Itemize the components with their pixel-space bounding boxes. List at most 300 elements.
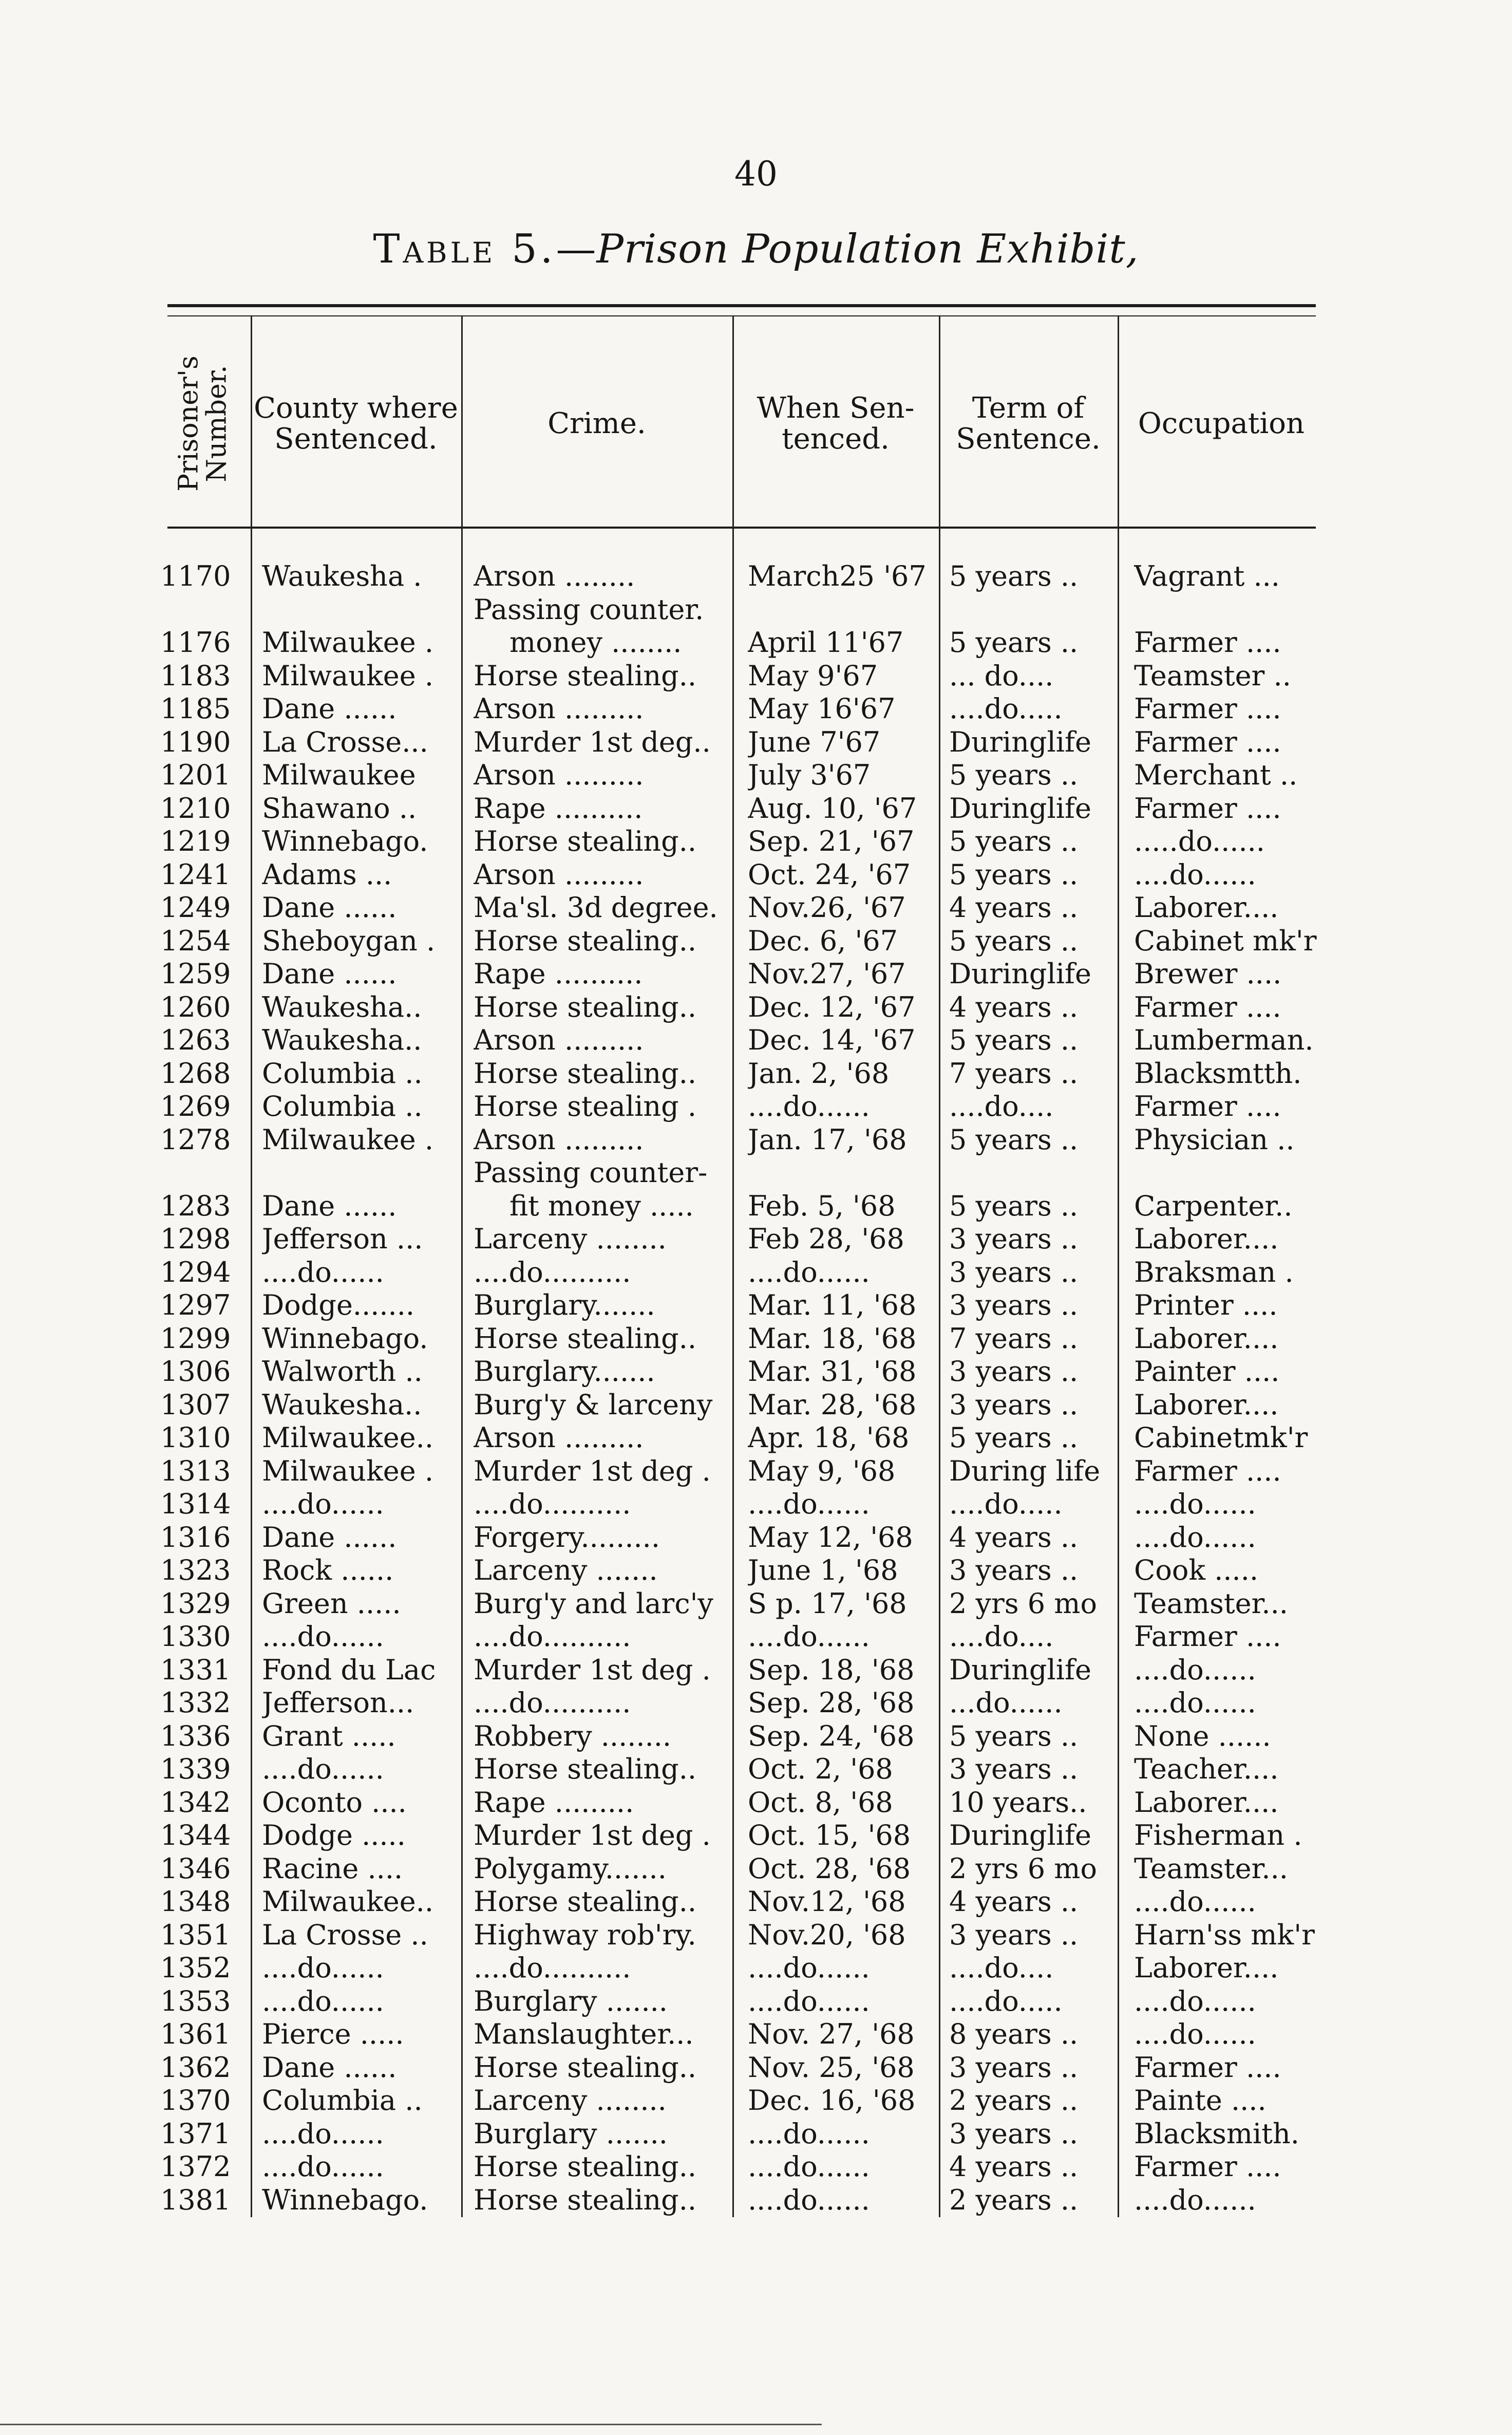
prisoner-number: 1283 <box>160 1189 231 1222</box>
header-rule-bottom <box>167 527 1316 529</box>
date-cell: Nov.12, '68 <box>748 1885 906 1918</box>
county-cell: Dane ...... <box>262 891 397 924</box>
table-row <box>0 1687 1512 1720</box>
county-cell: ....do...... <box>262 1620 384 1653</box>
table-body <box>0 560 1512 2217</box>
county-cell: Waukesha . <box>262 560 422 592</box>
prisoner-number: 1316 <box>160 1521 231 1553</box>
county-cell: Milwaukee . <box>262 626 433 659</box>
date-cell: ....do...... <box>748 1256 870 1288</box>
crime-text: Passing counter- <box>474 1156 708 1189</box>
county-cell: Shawano .. <box>262 792 417 825</box>
crime-cell <box>474 2184 725 2217</box>
term-cell: ....do.... <box>949 1620 1054 1653</box>
table-row <box>0 825 1512 858</box>
prisoner-number: 1330 <box>160 1620 231 1653</box>
occupation-cell: Laborer.... <box>1134 1223 1279 1255</box>
term-cell: 5 years .. <box>949 1421 1079 1454</box>
prisoner-number: 1183 <box>160 659 231 692</box>
county-cell: Winnebago. <box>262 2183 428 2216</box>
occupation-cell: Painter .... <box>1134 1355 1280 1388</box>
county-cell: Oconto .... <box>262 1786 407 1819</box>
prisoner-number: 1269 <box>160 1090 231 1122</box>
table-row <box>0 1455 1512 1488</box>
prisoner-number: 1306 <box>160 1355 231 1388</box>
prisoner-number: 1346 <box>160 1852 231 1885</box>
crime-cell <box>474 792 725 826</box>
term-cell: 3 years .. <box>949 1355 1079 1388</box>
crime-text: Burg'y & larceny <box>474 1388 713 1421</box>
crime-text: Forgery......... <box>474 1521 660 1553</box>
date-cell: Mar. 31, '68 <box>748 1355 917 1388</box>
table-row <box>0 1587 1512 1621</box>
crime-text: Burglary....... <box>474 1289 655 1321</box>
crime-text: Larceny ........ <box>474 2084 667 2116</box>
occupation-cell: Farmer .... <box>1134 692 1281 725</box>
crime-text: ....do.......... <box>474 1687 631 1719</box>
term-cell: 3 years .. <box>949 1753 1079 1785</box>
crime-text: Murder 1st deg . <box>474 1454 711 1487</box>
prisoner-number: 1313 <box>160 1454 231 1487</box>
date-cell: Dec. 6, '67 <box>748 924 898 957</box>
prisoner-number: 1268 <box>160 1057 231 1090</box>
crime-cell <box>474 1322 725 1356</box>
occupation-cell: Farmer .... <box>1134 1090 1281 1122</box>
crime-text: Arson ......... <box>474 1123 644 1156</box>
occupation-cell: Blacksmtth. <box>1134 1057 1302 1090</box>
prisoner-number: 1294 <box>160 1256 231 1288</box>
term-cell: 4 years .. <box>949 1521 1079 1553</box>
prisoner-number: 1370 <box>160 2084 231 2116</box>
county-cell: Dane ...... <box>262 2051 397 2084</box>
table-row <box>0 858 1512 892</box>
crime-text: Horse stealing.. <box>474 924 697 957</box>
crime-text: Horse stealing.. <box>474 659 697 692</box>
date-cell: Oct. 28, '68 <box>748 1852 911 1885</box>
county-cell: Dodge....... <box>262 1289 415 1321</box>
term-cell: ... do.... <box>949 659 1054 692</box>
date-cell: Nov.26, '67 <box>748 891 906 924</box>
crime-cell <box>474 1455 725 1488</box>
county-cell: ....do...... <box>262 1488 384 1520</box>
table-row <box>0 1554 1512 1587</box>
county-cell: Waukesha.. <box>262 990 422 1023</box>
prisoner-number: 1342 <box>160 1786 231 1819</box>
date-cell: ....do...... <box>748 2183 870 2216</box>
table-row <box>0 1654 1512 1687</box>
date-cell: ....do...... <box>748 1620 870 1653</box>
county-cell: Columbia .. <box>262 1090 423 1122</box>
table-row <box>0 1985 1512 2018</box>
occupation-cell: Farmer .... <box>1134 626 1281 659</box>
crime-cell <box>474 593 725 660</box>
prisoner-number: 1219 <box>160 825 231 857</box>
crime-text: Horse stealing.. <box>474 1322 697 1355</box>
crime-text: Rape .......... <box>474 958 643 990</box>
term-cell: 5 years .. <box>949 1024 1079 1056</box>
crime-text: Passing counter. <box>474 593 704 626</box>
county-cell: Milwaukee <box>262 759 416 791</box>
table-row <box>0 1421 1512 1455</box>
county-cell: Milwaukee . <box>262 659 433 692</box>
prisoner-number: 1176 <box>160 626 231 659</box>
crime-text: Manslaughter... <box>474 2018 694 2050</box>
term-cell: Duringlife <box>949 725 1091 758</box>
county-cell: ....do...... <box>262 1753 384 1785</box>
county-cell: Dane ...... <box>262 1521 397 1553</box>
prisoner-number: 1307 <box>160 1388 231 1421</box>
county-cell: ....do...... <box>262 2117 384 2150</box>
crime-text: Horse stealing.. <box>474 1885 697 1918</box>
occupation-cell: Braksman . <box>1134 1256 1294 1288</box>
term-cell: Duringlife <box>949 958 1091 990</box>
term-cell: 5 years .. <box>949 1719 1079 1752</box>
crime-text: Highway rob'ry. <box>474 1918 696 1951</box>
prisoner-number: 1241 <box>160 858 231 891</box>
occupation-cell: Teamster... <box>1134 1587 1288 1620</box>
date-cell: ....do...... <box>748 2150 870 2183</box>
crime-cell <box>474 2084 725 2118</box>
prisoner-number: 1361 <box>160 2018 231 2050</box>
occupation-cell: Teacher.... <box>1134 1753 1279 1785</box>
crime-cell <box>474 2018 725 2051</box>
table-row <box>0 925 1512 958</box>
crime-text: Arson ........ <box>474 560 635 592</box>
table-row <box>0 2084 1512 2118</box>
table-row <box>0 1819 1512 1852</box>
term-cell: During life <box>949 1454 1101 1487</box>
term-cell: 2 years .. <box>949 2084 1079 2116</box>
date-cell: Sep. 28, '68 <box>748 1687 915 1719</box>
term-cell: 5 years .. <box>949 1189 1079 1222</box>
county-cell: Fond du Lac <box>262 1653 436 1686</box>
date-cell: Dec. 14, '67 <box>748 1024 916 1056</box>
crime-cell <box>474 1057 725 1091</box>
occupation-cell: ....do...... <box>1134 1885 1256 1918</box>
term-cell: 3 years .. <box>949 1223 1079 1255</box>
county-cell: Milwaukee . <box>262 1454 433 1487</box>
crime-cell <box>474 1885 725 1919</box>
term-cell: 5 years .. <box>949 759 1079 791</box>
term-cell: 2 yrs 6 mo <box>949 1852 1097 1885</box>
occupation-cell: None ...... <box>1134 1719 1271 1752</box>
county-cell: Jefferson ... <box>262 1223 423 1255</box>
date-cell: May 9'67 <box>748 659 878 692</box>
crime-cell <box>474 1687 725 1720</box>
prisoner-number: 1299 <box>160 1322 231 1355</box>
prisoner-number: 1339 <box>160 1753 231 1785</box>
crime-cell <box>474 958 725 991</box>
prisoner-number: 1336 <box>160 1719 231 1752</box>
prisoner-number: 1185 <box>160 692 231 725</box>
date-cell: Nov.27, '67 <box>748 958 906 990</box>
occupation-cell: Cabinet mk'r <box>1134 924 1317 957</box>
table-row <box>0 1322 1512 1356</box>
crime-text-continued: money ........ <box>509 626 682 659</box>
occupation-cell: Farmer .... <box>1134 792 1281 825</box>
prisoner-number: 1190 <box>160 725 231 758</box>
prisoner-number: 1348 <box>160 1885 231 1918</box>
occupation-cell: Farmer .... <box>1134 725 1281 758</box>
crime-cell <box>474 925 725 958</box>
table-row <box>0 692 1512 726</box>
crime-cell <box>474 858 725 892</box>
header-prisoner-number: Prisoner's Number. <box>173 355 233 492</box>
crime-text: Larceny ....... <box>474 1554 658 1586</box>
crime-cell <box>474 991 725 1024</box>
date-cell: Nov. 25, '68 <box>748 2051 915 2084</box>
date-cell: Sep. 24, '68 <box>748 1719 915 1752</box>
term-cell: 5 years .. <box>949 560 1079 592</box>
table-row <box>0 1123 1512 1157</box>
prisoner-number: 1297 <box>160 1289 231 1321</box>
crime-cell <box>474 1554 725 1587</box>
occupation-cell: Fisherman . <box>1134 1819 1302 1851</box>
table-row <box>0 1024 1512 1057</box>
table-row <box>0 2184 1512 2217</box>
crime-text: ....do.......... <box>474 1488 631 1520</box>
term-cell: 7 years .. <box>949 1057 1079 1090</box>
crime-cell <box>474 2051 725 2085</box>
table-row <box>0 1289 1512 1322</box>
crime-text: Horse stealing.. <box>474 2150 697 2183</box>
county-cell: Winnebago. <box>262 1322 428 1355</box>
crime-text: Murder 1st deg.. <box>474 725 711 758</box>
crime-cell <box>474 1852 725 1886</box>
county-cell: Columbia .. <box>262 2084 423 2116</box>
table-row <box>0 1919 1512 1952</box>
prisoner-number: 1310 <box>160 1421 231 1454</box>
crime-text: ....do.......... <box>474 1256 631 1288</box>
crime-text: Larceny ........ <box>474 1223 667 1255</box>
prisoner-number: 1329 <box>160 1587 231 1620</box>
crime-text: ....do.......... <box>474 1620 631 1653</box>
prisoner-number: 1352 <box>160 1952 231 1984</box>
county-cell: ....do...... <box>262 1256 384 1288</box>
date-cell: Mar. 18, '68 <box>748 1322 917 1355</box>
term-cell: 3 years .. <box>949 1388 1079 1421</box>
date-cell: ....do...... <box>748 1984 870 2017</box>
table-row <box>0 1488 1512 1521</box>
crime-text: Murder 1st deg . <box>474 1653 711 1686</box>
term-cell: 3 years .. <box>949 1289 1079 1321</box>
county-cell: Dodge ..... <box>262 1819 406 1851</box>
term-cell: 4 years .. <box>949 2150 1079 2183</box>
crime-text: Arson ......... <box>474 692 644 725</box>
crime-text: Horse stealing.. <box>474 1057 697 1090</box>
prisoner-number: 1254 <box>160 924 231 957</box>
crime-text: Horse stealing.. <box>474 825 697 857</box>
occupation-cell: Laborer.... <box>1134 1786 1279 1819</box>
table-row <box>0 1156 1512 1223</box>
occupation-cell: Carpenter.. <box>1134 1189 1293 1222</box>
date-cell: Dec. 16, '68 <box>748 2084 916 2116</box>
prisoner-number: 1170 <box>160 560 231 592</box>
table-row <box>0 2018 1512 2051</box>
prisoner-number: 1278 <box>160 1123 231 1156</box>
table-title-text: Prison Population Exhibit, <box>596 226 1139 272</box>
term-cell: 3 years .. <box>949 2117 1079 2150</box>
crime-cell <box>474 1389 725 1422</box>
occupation-cell: Lumberman. <box>1134 1024 1314 1056</box>
county-cell: Milwaukee.. <box>262 1421 433 1454</box>
crime-cell <box>474 1786 725 1820</box>
county-cell: Winnebago. <box>262 825 428 857</box>
crime-text: Horse stealing.. <box>474 1753 697 1785</box>
date-cell: May 12, '68 <box>748 1521 913 1553</box>
date-cell: Nov.20, '68 <box>748 1918 906 1951</box>
table-row <box>0 1885 1512 1919</box>
prisoner-number: 1351 <box>160 1918 231 1951</box>
prisoner-number: 1332 <box>160 1687 231 1719</box>
date-cell: Nov. 27, '68 <box>748 2018 915 2050</box>
occupation-cell: Printer .... <box>1134 1289 1278 1321</box>
table-row <box>0 991 1512 1024</box>
county-cell: Milwaukee.. <box>262 1885 433 1918</box>
prisoner-number: 1249 <box>160 891 231 924</box>
county-cell: Jefferson... <box>262 1687 414 1719</box>
crime-cell <box>474 759 725 792</box>
occupation-cell: Teamster... <box>1134 1852 1288 1885</box>
term-cell: 3 years .. <box>949 1554 1079 1586</box>
crime-text: ....do.......... <box>474 1952 631 1984</box>
date-cell: June 1, '68 <box>748 1554 898 1586</box>
county-cell: Sheboygan . <box>262 924 436 957</box>
header-when-sentenced: When Sen- tenced. <box>757 391 915 456</box>
header-rule-top <box>167 304 1316 307</box>
date-cell: Apr. 18, '68 <box>748 1421 910 1454</box>
term-cell: 8 years .. <box>949 2018 1079 2050</box>
county-cell: Columbia .. <box>262 1057 423 1090</box>
crime-cell <box>474 1919 725 1952</box>
occupation-cell: .....do...... <box>1134 825 1265 857</box>
term-cell: 10 years.. <box>949 1786 1087 1819</box>
table-row <box>0 1389 1512 1422</box>
crime-text: Rape ......... <box>474 1786 634 1819</box>
date-cell: Feb. 5, '68 <box>748 1189 896 1222</box>
term-cell: 4 years .. <box>949 891 1079 924</box>
county-cell: Waukesha.. <box>262 1024 422 1056</box>
occupation-cell: Laborer.... <box>1134 891 1279 924</box>
date-cell: Sep. 21, '67 <box>748 825 915 857</box>
term-cell: ....do.... <box>949 1090 1054 1122</box>
prisoner-number: 1353 <box>160 1984 231 2017</box>
occupation-cell: Farmer .... <box>1134 1454 1281 1487</box>
crime-text: Horse stealing.. <box>474 2051 697 2084</box>
prisoner-number: 1201 <box>160 759 231 791</box>
occupation-cell: ....do...... <box>1134 1984 1256 2017</box>
crime-cell <box>474 692 725 726</box>
crime-cell <box>474 1587 725 1621</box>
crime-cell <box>474 1488 725 1521</box>
date-cell: Aug. 10, '67 <box>748 792 917 825</box>
crime-cell <box>474 1090 725 1123</box>
prisoner-number: 1344 <box>160 1819 231 1851</box>
date-cell: Oct. 8, '68 <box>748 1786 893 1819</box>
crime-cell <box>474 1654 725 1687</box>
occupation-cell: ....do...... <box>1134 1488 1256 1520</box>
date-cell: ....do...... <box>748 2117 870 2150</box>
crime-text: Horse stealing . <box>474 1090 697 1122</box>
county-cell: Grant ..... <box>262 1719 396 1752</box>
prisoner-number: 1323 <box>160 1554 231 1586</box>
crime-cell <box>474 2118 725 2151</box>
county-cell: Waukesha.. <box>262 1388 422 1421</box>
table-row <box>0 1521 1512 1554</box>
occupation-cell: ....do...... <box>1134 2018 1256 2050</box>
prisoner-number: 1259 <box>160 958 231 990</box>
occupation-cell: Cabinetmk'r <box>1134 1421 1308 1454</box>
occupation-cell: Laborer.... <box>1134 1322 1279 1355</box>
table-row <box>0 1090 1512 1123</box>
table-row <box>0 759 1512 792</box>
occupation-cell: Teamster .. <box>1134 659 1291 692</box>
date-cell: ....do...... <box>748 1952 870 1984</box>
occupation-cell: Vagrant ... <box>1134 560 1280 592</box>
page-number: 40 <box>734 154 778 194</box>
date-cell: ....do...... <box>748 1488 870 1520</box>
term-cell: 4 years .. <box>949 990 1079 1023</box>
header-county: County where Sentenced. <box>254 391 458 456</box>
crime-cell <box>474 726 725 759</box>
term-cell: ....do..... <box>949 692 1063 725</box>
prisoner-number: 1371 <box>160 2117 231 2150</box>
term-cell: 3 years .. <box>949 1918 1079 1951</box>
county-cell: Walworth .. <box>262 1355 423 1388</box>
county-cell: La Crosse .. <box>262 1918 428 1951</box>
crime-cell <box>474 825 725 858</box>
term-cell: 2 yrs 6 mo <box>949 1587 1097 1620</box>
occupation-cell: Painte .... <box>1134 2084 1267 2116</box>
prisoner-number: 1298 <box>160 1223 231 1255</box>
date-cell: Mar. 28, '68 <box>748 1388 917 1421</box>
crime-cell <box>474 1289 725 1322</box>
date-cell: April 11'67 <box>748 626 904 659</box>
date-cell: March25 '67 <box>748 560 927 592</box>
occupation-cell: ....do...... <box>1134 2183 1256 2216</box>
table-row <box>0 1057 1512 1091</box>
crime-text: Horse stealing.. <box>474 990 697 1023</box>
date-cell: Oct. 2, '68 <box>748 1753 893 1785</box>
header-term: Term of Sentence. <box>956 391 1101 456</box>
occupation-cell: Brewer .... <box>1134 958 1282 990</box>
crime-text: Burglary....... <box>474 1355 655 1388</box>
occupation-cell: Laborer.... <box>1134 1388 1279 1421</box>
occupation-cell: ....do...... <box>1134 1653 1256 1686</box>
crime-cell <box>474 1819 725 1852</box>
crime-cell <box>474 1123 725 1157</box>
table-row <box>0 1852 1512 1886</box>
county-cell: ....do...... <box>262 1984 384 2017</box>
table-title-dash: — <box>556 226 597 272</box>
term-cell: 4 years .. <box>949 1885 1079 1918</box>
crime-cell <box>474 1620 725 1654</box>
table-row <box>0 1753 1512 1786</box>
prisoner-number: 1372 <box>160 2150 231 2183</box>
prisoner-number: 1331 <box>160 1653 231 1686</box>
footer-rule <box>0 2424 822 2425</box>
occupation-cell: Physician .. <box>1134 1123 1295 1156</box>
occupation-cell: Laborer.... <box>1134 1952 1279 1984</box>
crime-cell <box>474 1256 725 1289</box>
term-cell: 7 years .. <box>949 1322 1079 1355</box>
date-cell: Dec. 12, '67 <box>748 990 916 1023</box>
county-cell: Racine .... <box>262 1852 403 1885</box>
crime-text: Robbery ........ <box>474 1719 672 1752</box>
table-row <box>0 891 1512 925</box>
county-cell: Pierce ..... <box>262 2018 404 2050</box>
date-cell: Jan. 2, '68 <box>748 1057 890 1090</box>
